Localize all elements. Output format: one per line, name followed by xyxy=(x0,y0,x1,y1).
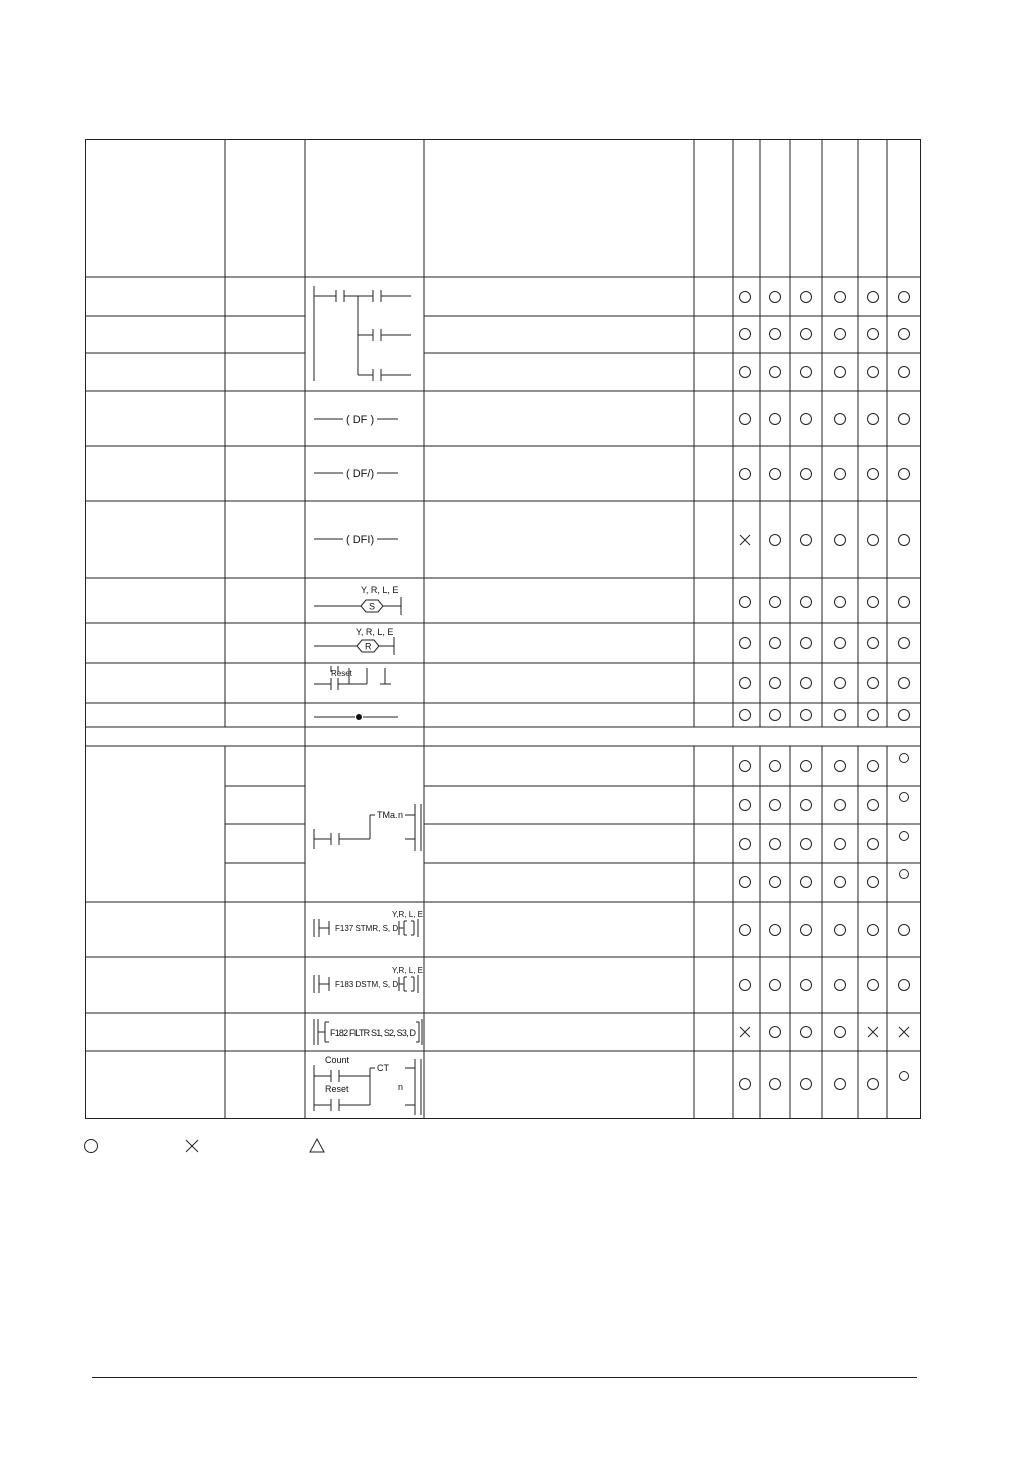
available-circle-icon xyxy=(770,1079,781,1090)
available-circle-icon xyxy=(801,597,812,608)
available-circle-icon xyxy=(770,678,781,689)
symbol-dfi xyxy=(314,534,398,546)
available-circle-icon xyxy=(740,329,751,340)
available-circle-icon xyxy=(835,839,846,850)
available-circle-icon xyxy=(770,761,781,772)
legend-circle-icon xyxy=(85,1140,98,1153)
available-circle-icon xyxy=(801,638,812,649)
available-circle-icon xyxy=(740,292,751,303)
available-circle-icon xyxy=(835,1027,846,1038)
available-circle-icon xyxy=(740,925,751,936)
available-circle-icon xyxy=(835,469,846,480)
symbol-ct xyxy=(314,1055,421,1115)
df-inv-label: ( DF/) xyxy=(346,468,375,480)
available-circle-icon xyxy=(740,800,751,811)
available-circle-icon xyxy=(899,980,910,991)
set-letter: S xyxy=(369,601,376,612)
available-circle-icon xyxy=(835,877,846,888)
legend-triangle-icon xyxy=(310,1139,324,1152)
available-circle-icon xyxy=(899,367,910,378)
available-circle-icon xyxy=(835,761,846,772)
available-circle-icon xyxy=(740,469,751,480)
symbol-dstm xyxy=(314,966,423,993)
available-circle-icon xyxy=(801,1079,812,1090)
available-circle-icon xyxy=(868,761,879,772)
symbol-df xyxy=(314,414,398,426)
available-circle-icon xyxy=(868,638,879,649)
available-circle-icon xyxy=(868,800,879,811)
available-circle-icon xyxy=(770,1027,781,1038)
available-circle-icon xyxy=(900,870,909,879)
available-circle-icon xyxy=(868,839,879,850)
available-circle-icon xyxy=(835,678,846,689)
available-circle-icon xyxy=(868,980,879,991)
available-circle-icon xyxy=(835,597,846,608)
unavailable-cross-icon xyxy=(740,535,750,545)
available-circle-icon xyxy=(801,414,812,425)
symbol-set xyxy=(314,585,401,615)
available-circle-icon xyxy=(770,638,781,649)
available-circle-icon xyxy=(801,1027,812,1038)
available-circle-icon xyxy=(899,329,910,340)
available-circle-icon xyxy=(740,877,751,888)
symbol-timer xyxy=(314,804,421,851)
available-circle-icon xyxy=(835,800,846,811)
available-circle-icon xyxy=(900,1072,909,1081)
fltr-instr: F182 FILTR S1, S2, S3, D xyxy=(330,1028,416,1038)
available-circle-icon xyxy=(801,710,812,721)
available-circle-icon xyxy=(770,839,781,850)
header-dividers xyxy=(225,139,887,1119)
available-circle-icon xyxy=(740,414,751,425)
available-circle-icon xyxy=(740,710,751,721)
timer-n: n xyxy=(398,810,404,820)
available-circle-icon xyxy=(899,292,910,303)
reset-letter: R xyxy=(365,641,372,652)
dstm-outputs: Y,R, L, E xyxy=(392,966,423,975)
available-circle-icon xyxy=(740,839,751,850)
available-circle-icon xyxy=(868,292,879,303)
available-circle-icon xyxy=(900,793,909,802)
available-circle-icon xyxy=(770,597,781,608)
legend-symbols xyxy=(82,1136,482,1156)
available-circle-icon xyxy=(835,638,846,649)
available-circle-icon xyxy=(770,980,781,991)
available-circle-icon xyxy=(835,980,846,991)
available-circle-icon xyxy=(740,597,751,608)
available-circle-icon xyxy=(801,925,812,936)
available-circle-icon xyxy=(899,638,910,649)
ct-label: CT xyxy=(377,1063,389,1073)
available-circle-icon xyxy=(868,535,879,546)
available-circle-icon xyxy=(868,925,879,936)
available-circle-icon xyxy=(770,292,781,303)
available-circle-icon xyxy=(900,832,909,841)
symbol-df-inv xyxy=(314,468,398,480)
symbol-reset xyxy=(314,627,394,655)
available-circle-icon xyxy=(899,678,910,689)
available-circle-icon xyxy=(770,925,781,936)
available-circle-icon xyxy=(801,800,812,811)
symbol-stmr xyxy=(314,910,423,937)
unavailable-cross-icon xyxy=(740,1027,750,1037)
ct-reset-label: Reset xyxy=(325,1084,349,1094)
legend xyxy=(82,1136,482,1156)
available-circle-icon xyxy=(801,329,812,340)
available-circle-icon xyxy=(740,1079,751,1090)
available-circle-icon xyxy=(801,980,812,991)
symbol-nop xyxy=(314,714,398,720)
available-circle-icon xyxy=(899,535,910,546)
unavailable-cross-icon xyxy=(868,1027,878,1037)
available-circle-icon xyxy=(770,329,781,340)
available-circle-icon xyxy=(835,925,846,936)
available-circle-icon xyxy=(868,597,879,608)
available-circle-icon xyxy=(740,367,751,378)
available-circle-icon xyxy=(899,414,910,425)
available-circle-icon xyxy=(899,469,910,480)
symbol-contacts xyxy=(314,286,411,381)
available-circle-icon xyxy=(770,877,781,888)
ct-count-label: Count xyxy=(325,1055,350,1065)
available-circle-icon xyxy=(740,638,751,649)
available-circle-icon xyxy=(770,800,781,811)
keep-reset-label: Reset xyxy=(331,669,352,678)
available-circle-icon xyxy=(835,1079,846,1090)
available-circle-icon xyxy=(868,877,879,888)
available-circle-icon xyxy=(835,329,846,340)
available-circle-icon xyxy=(868,678,879,689)
available-circle-icon xyxy=(801,877,812,888)
available-circle-icon xyxy=(801,678,812,689)
available-circle-icon xyxy=(770,710,781,721)
available-circle-icon xyxy=(900,754,909,763)
instruction-table-grid xyxy=(85,139,921,1119)
available-circle-icon xyxy=(899,925,910,936)
available-circle-icon xyxy=(835,414,846,425)
available-circle-icon xyxy=(835,535,846,546)
dstm-instr: F183 DSTM, S, D xyxy=(335,980,399,989)
available-circle-icon xyxy=(899,710,910,721)
available-circle-icon xyxy=(835,367,846,378)
available-circle-icon xyxy=(801,469,812,480)
legend-cross-icon xyxy=(186,1140,198,1152)
unavailable-cross-icon xyxy=(899,1027,909,1037)
available-circle-icon xyxy=(801,839,812,850)
timer-label: TMa. xyxy=(377,810,398,820)
available-circle-icon xyxy=(801,761,812,772)
available-circle-icon xyxy=(899,597,910,608)
available-circle-icon xyxy=(801,367,812,378)
available-circle-icon xyxy=(740,678,751,689)
available-circle-icon xyxy=(868,1079,879,1090)
available-circle-icon xyxy=(770,414,781,425)
available-circle-icon xyxy=(868,329,879,340)
available-circle-icon xyxy=(740,980,751,991)
availability-marks xyxy=(740,292,910,1090)
available-circle-icon xyxy=(868,414,879,425)
stmr-instr: F137 STMR, S, D xyxy=(335,924,399,933)
available-circle-icon xyxy=(740,761,751,772)
available-circle-icon xyxy=(770,469,781,480)
available-circle-icon xyxy=(801,292,812,303)
available-circle-icon xyxy=(770,535,781,546)
ct-n: n xyxy=(398,1082,404,1092)
available-circle-icon xyxy=(868,469,879,480)
symbol-keep xyxy=(314,666,391,690)
available-circle-icon xyxy=(868,710,879,721)
set-outputs-label: Y, R, L, E xyxy=(361,585,399,595)
available-circle-icon xyxy=(770,367,781,378)
available-circle-icon xyxy=(868,367,879,378)
dfi-label: ( DFI) xyxy=(346,534,375,546)
available-circle-icon xyxy=(801,535,812,546)
instruction-table xyxy=(85,139,921,1119)
footer-rule xyxy=(92,1377,917,1378)
df-label: ( DF ) xyxy=(346,414,375,426)
row-dividers xyxy=(85,277,921,1051)
reset-outputs-label: Y, R, L, E xyxy=(356,627,394,637)
symbol-fltr xyxy=(314,1019,422,1045)
available-circle-icon xyxy=(835,710,846,721)
stmr-outputs: Y,R, L, E xyxy=(392,910,423,919)
available-circle-icon xyxy=(835,292,846,303)
